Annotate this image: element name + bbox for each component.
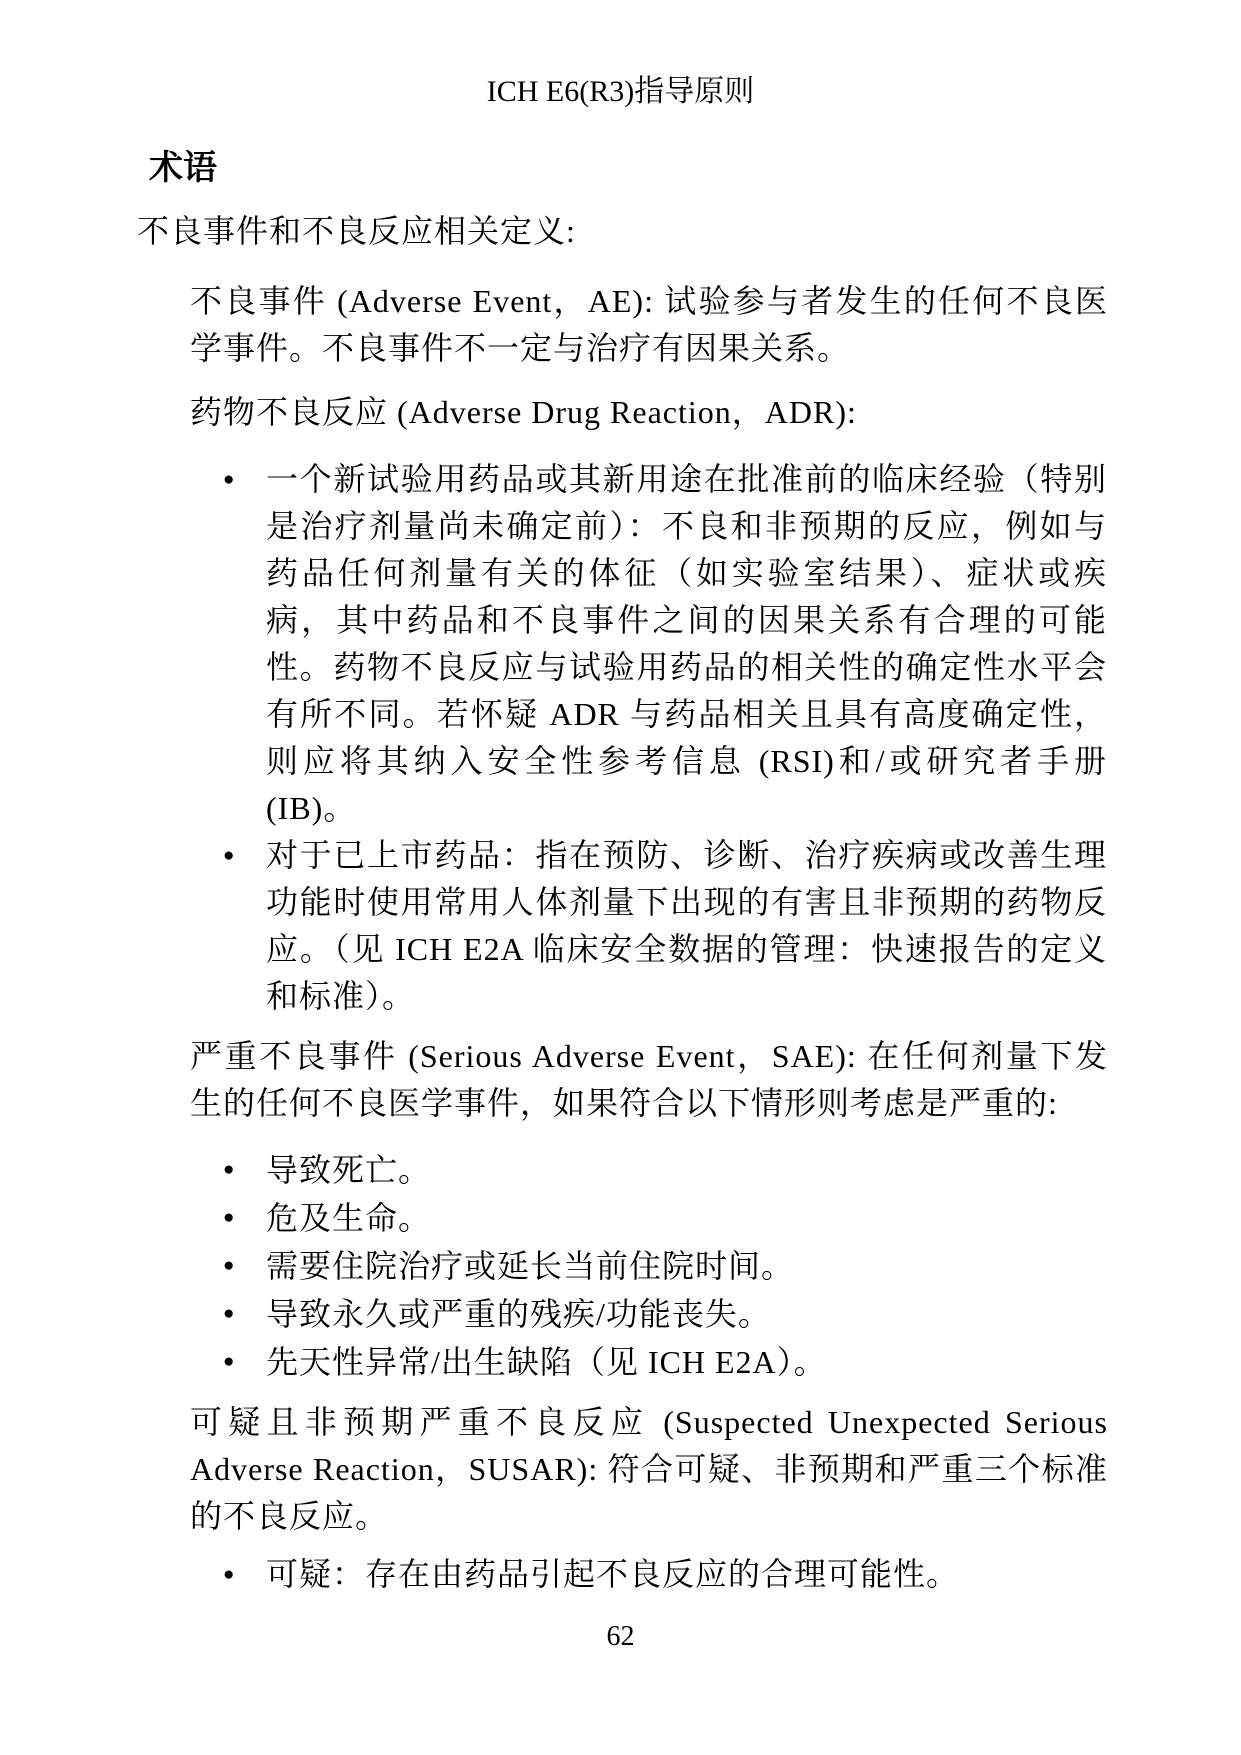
list-item <box>223 1146 1107 1194</box>
bullet-icon: ● <box>223 1159 236 1180</box>
sae-bullet-list <box>223 1146 1107 1386</box>
list-item <box>223 1242 1107 1290</box>
bullet-icon: ● <box>223 469 236 490</box>
bullet-icon: ● <box>223 845 236 866</box>
bullet-icon: ● <box>223 1255 236 1276</box>
page-number: 62 <box>606 1621 635 1652</box>
adr-term-paragraph: 药物不良反应 (Adverse Drug Reaction，ADR): <box>190 394 857 430</box>
list-item-text: 先天性异常/出生缺陷（见 ICH E2A）。 <box>266 1344 827 1380</box>
list-item-text: 对于已上市药品：指在预防、诊断、治疗疾病或改善生理功能时使用常用人体剂量下出现的有害且非预期的药物反应。（见 ICH E2A 临床安全数据的管理：快速报告的定义和标准）。 <box>266 837 1107 1014</box>
bullet-icon: ● <box>223 1303 236 1324</box>
ae-definition-paragraph: 不良事件 (Adverse Event，AE): 试验参与者发生的任何不良医学事件。不良事件不一定与治疗有因果关系。 <box>190 283 1108 366</box>
list-item-text: 需要住院治疗或延长当前住院时间。 <box>266 1248 795 1284</box>
bullet-icon: ● <box>223 1351 236 1372</box>
list-item <box>223 1290 1107 1338</box>
list-item-text: 导致死亡。 <box>266 1152 432 1188</box>
list-item <box>223 1338 1107 1386</box>
list-item <box>223 456 1107 832</box>
document-header-title: ICH E6(R3)指导原则 <box>486 75 755 108</box>
adr-bullet-list <box>223 456 1107 1020</box>
susar-definition-paragraph: 可疑且非预期严重不良反应 (Suspected Unexpected Serious Adverse Reaction，SUSAR): 符合可疑、非预期和严重三个标准的不良反应。 <box>190 1404 1108 1534</box>
list-item-text: 一个新试验用药品或其新用途在批准前的临床经验（特别是治疗剂量尚未确定前）：不良和非预期的反应，例如与药品任何剂量有关的体征（如实验室结果）、症状或疾病，其中药品和不良事件之间的因果关系有合理的可能性。药物不良反应与试验用药品的相关性的确定性水平会有所不同。若怀疑 ADR 与药品相关且具有高度确定性，则应将其纳入安全性参考信息 (RSI)和/或研究者手册(IB)。 <box>266 461 1107 826</box>
sae-definition-paragraph: 严重不良事件 (Serious Adverse Event，SAE): 在任何剂量下发生的任何不良医学事件，如果符合以下情形则考虑是严重的: <box>190 1038 1108 1121</box>
susar-bullet-list <box>223 1551 1107 1598</box>
list-item-text: 危及生命。 <box>266 1200 432 1236</box>
bullet-icon: ● <box>223 1207 236 1228</box>
list-item-text: 可疑：存在由药品引起不良反应的合理可能性。 <box>266 1556 960 1592</box>
list-item <box>223 1194 1107 1242</box>
section-title: 术语 <box>149 149 217 187</box>
list-item-text: 导致永久或严重的残疾/功能丧失。 <box>266 1296 771 1332</box>
list-item <box>223 832 1107 1020</box>
definitions-intro: 不良事件和不良反应相关定义: <box>137 213 576 249</box>
bullet-icon: ● <box>223 1564 236 1585</box>
list-item <box>223 1551 1107 1598</box>
